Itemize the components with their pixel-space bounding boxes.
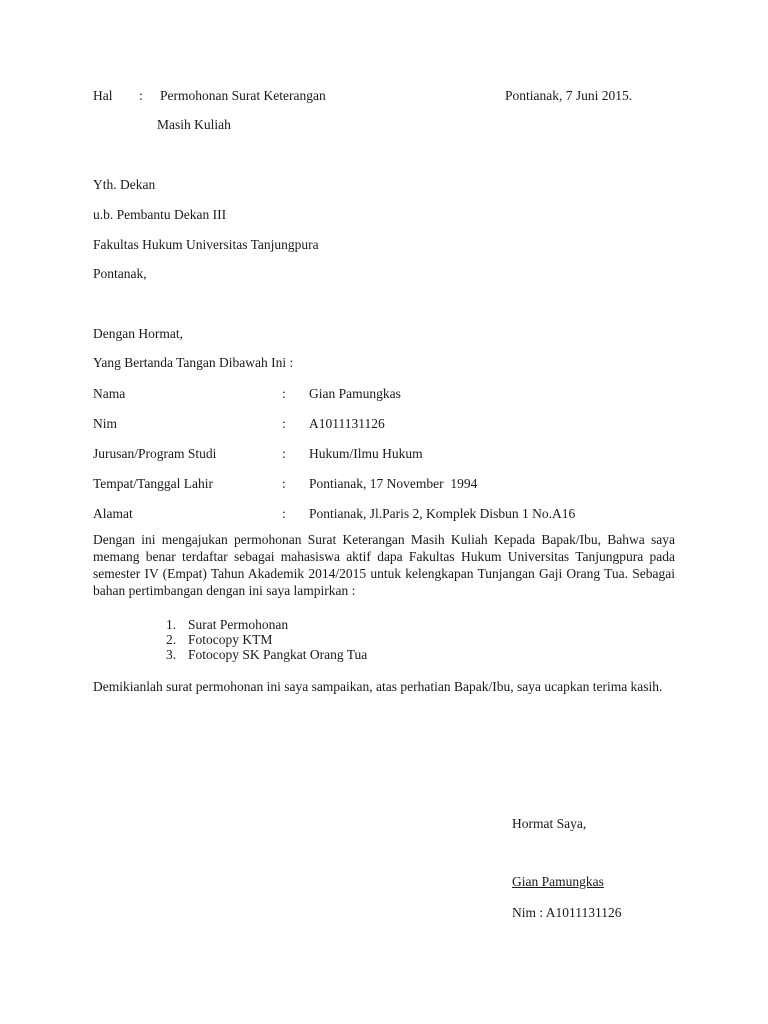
field-value-nama: Gian Pamungkas [309,386,401,401]
body-paragraph: Dengan ini mengajukan permohonan Surat Keterangan Masih Kuliah Kepada Bapak/Ibu, Bahwa saya memang benar terdaftar sebagai mahasiswa aktif dapa Fakultas Hukum Universitas Tanjungpura pada semester IV (Empat) Tahun Akademik 2014/2015 untuk kelengkapan Tunjangan Gaji Orang Tua. Sebagai bahan pertimbangan dengan ini saya lampirkan : [93,532,675,598]
field-label-alamat: Alamat [93,506,133,521]
field-colon: : [282,386,286,401]
subject-colon: : [139,88,143,103]
attachment-item: Fotocopy KTM [188,632,273,647]
field-label-jurusan: Jurusan/Program Studi [93,446,217,461]
greeting: Dengan Hormat, [93,326,183,341]
field-value-ttl: Pontianak, 17 November 1994 [309,476,478,491]
subject-line-2: Masih Kuliah [157,117,231,132]
place-date: Pontianak, 7 Juni 2015. [505,88,633,103]
recipient-line: Fakultas Hukum Universitas Tanjungpura [93,237,319,252]
attachment-item: Fotocopy SK Pangkat Orang Tua [188,647,368,662]
field-value-alamat: Pontianak, Jl.Paris 2, Komplek Disbun 1 No.A16 [309,506,576,521]
attachment-number: 1. [166,617,177,632]
field-label-ttl: Tempat/Tanggal Lahir [93,476,213,491]
field-value-nim: A1011131126 [309,416,385,431]
field-colon: : [282,446,286,461]
signature-closing: Hormat Saya, [512,816,587,831]
field-colon: : [282,476,286,491]
attachment-item: Surat Permohonan [188,617,289,632]
field-label-nama: Nama [93,386,126,401]
subject-line-1: Permohonan Surat Keterangan [160,88,326,103]
field-colon: : [282,506,286,521]
field-value-jurusan: Hukum/Ilmu Hukum [309,446,423,461]
field-colon: : [282,416,286,431]
signature-nim: Nim : A1011131126 [512,905,622,920]
recipient-line: Pontanak, [93,266,147,281]
signature-name: Gian Pamungkas [512,874,604,889]
closing-paragraph: Demikianlah surat permohonan ini saya sampaikan, atas perhatian Bapak/Ibu, saya ucapkan terima kasih. [93,679,663,694]
recipient-line: u.b. Pembantu Dekan III [93,207,227,222]
intro-line: Yang Bertanda Tangan Dibawah Ini : [93,355,294,370]
field-label-nim: Nim [93,416,118,431]
attachment-number: 2. [166,632,177,647]
recipient-line: Yth. Dekan [93,177,156,192]
attachment-number: 3. [166,647,177,662]
subject-label: Hal [93,88,113,103]
